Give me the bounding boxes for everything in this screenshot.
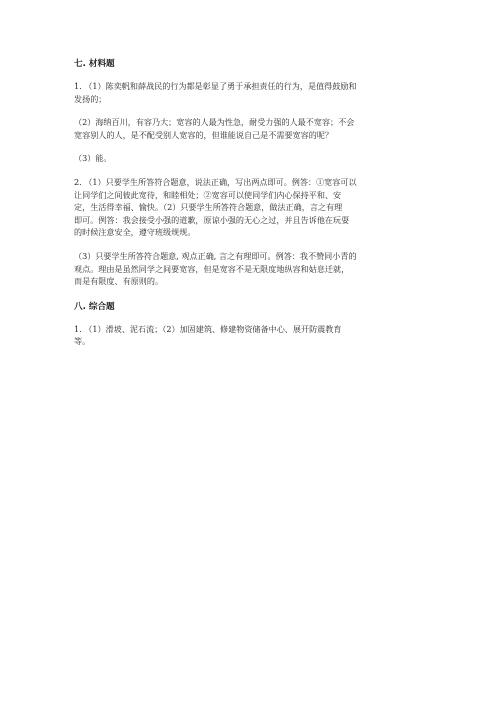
section-heading-comprehensive: 八. 综合题 xyxy=(74,301,115,312)
text-line: 让同学们之间彼此宽待，和睦相处；②宽容可以使同学们内心保持平和、安 xyxy=(74,189,342,200)
text-line: 1. （1）陈奕帆和薛战民的行为都是彰显了勇于承担责任的行为，是值得鼓励和 xyxy=(74,81,357,91)
answer-paragraph-comprehensive-1 xyxy=(74,323,426,348)
text-line: （3）能。 xyxy=(74,153,112,164)
document-page xyxy=(74,58,426,359)
text-line: 而是有限度、有原则的。 xyxy=(74,276,164,287)
text-line: 2. （1）只要学生所答符合题意，说法正确，写出两点即可。例答：①宽容可以 xyxy=(74,176,357,187)
answer-paragraph-2-1 xyxy=(74,176,426,239)
text-line: 等。 xyxy=(74,336,91,347)
answer-paragraph-2-3 xyxy=(74,250,426,288)
answer-paragraph-1-2 xyxy=(74,116,426,141)
text-line: 1. （1）滑坡、泥石流；（2）加固建筑、修建物资储备中心、展开防震教育 xyxy=(74,323,342,334)
text-line: 定，生活得幸福、愉快。（2）只要学生所答符合题意，做法正确，言之有理 xyxy=(74,202,343,213)
text-line: 即可。例答：我会接受小强的道歉，原谅小强的无心之过，并且告诉他在玩耍 xyxy=(74,214,350,225)
text-line: 观点。理由是虽然同学之间要宽容，但是宽容不是无限度地纵容和姑息迁就， xyxy=(74,263,350,274)
answer-paragraph-1-3 xyxy=(74,152,426,165)
section-heading-materials: 七. 材料题 xyxy=(74,59,115,69)
text-line: 的时候注意安全，遵守班级规规。 xyxy=(74,227,196,238)
text-line: （3）只要学生所答符合题意, 观点正确, 言之有理即可。例答：我不赞同小青的 xyxy=(74,250,357,261)
answer-paragraph-1-1 xyxy=(74,80,426,105)
text-line: 宽容别人的人，是不配受别人宽容的，但谁能说自己是不需要宽容的呢？ xyxy=(74,129,334,140)
text-line: 发扬的； xyxy=(74,93,107,104)
text-line: （2）海纳百川，有容乃大；宽容的人最为性急，耐受力强的人最不宽容；不会 xyxy=(74,117,355,128)
